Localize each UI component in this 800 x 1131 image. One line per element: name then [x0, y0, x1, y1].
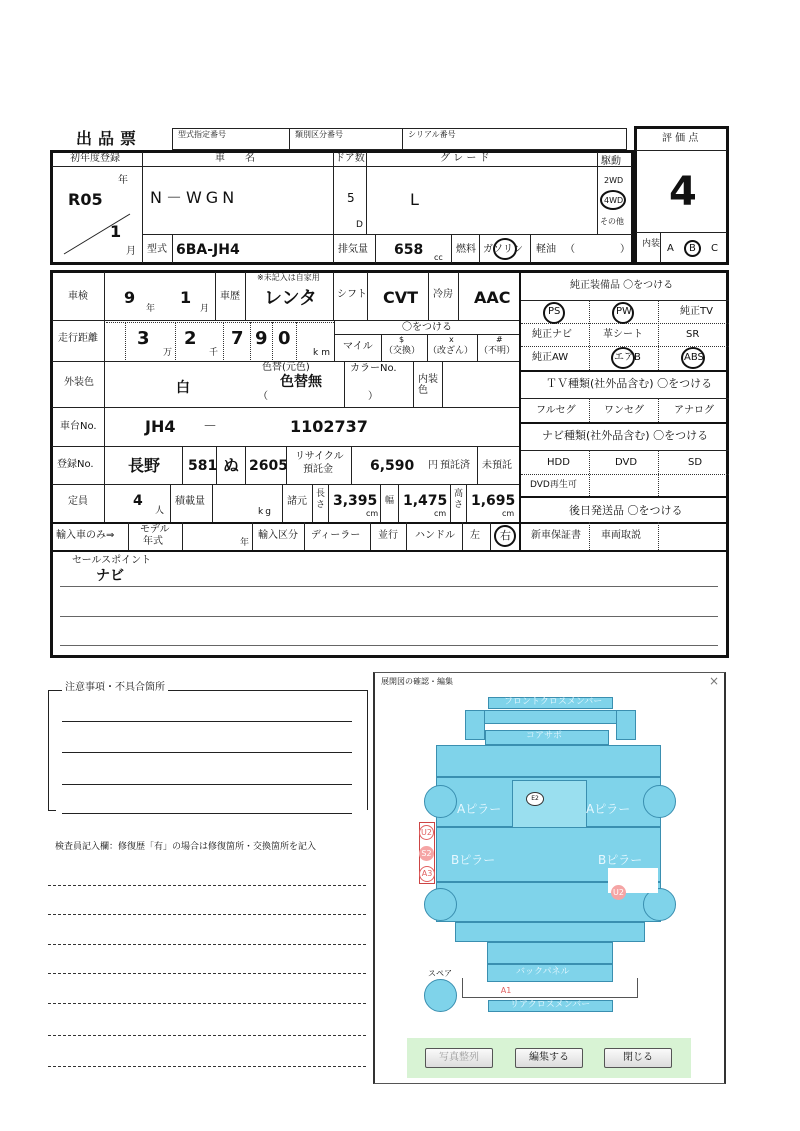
genuine-title: 純正装備品 〇をつける: [570, 280, 674, 291]
opt-genuine-tv: 純正TV: [680, 306, 713, 317]
damage-mark-u2-right[interactable]: U2: [611, 885, 626, 900]
tv-title: ＴＶ種類(社外品含む) 〇をつける: [546, 377, 713, 390]
drive-other: その他: [600, 217, 624, 226]
shaken-year: 9: [124, 288, 136, 307]
unknown-symbol: #: [496, 335, 503, 344]
drive-4wd-circle: [600, 190, 626, 210]
front-right-tire: [643, 785, 676, 818]
front-bumper-area: [465, 710, 635, 724]
fuel-light: 軽油: [536, 244, 556, 255]
shaken-month: 1: [180, 288, 192, 307]
recycle-label-1: リサイクル: [295, 451, 344, 462]
handle-label: ハンドル: [415, 530, 455, 541]
altered-symbol: x: [449, 335, 454, 344]
opt-abs-circle: [681, 347, 705, 369]
damage-mark-u2-left[interactable]: U2: [419, 825, 434, 840]
displacement-unit: cc: [434, 253, 443, 262]
shaken-month-unit: 月: [200, 304, 210, 314]
load-unit: kg: [258, 507, 273, 517]
opt-ps: PS: [548, 306, 561, 317]
displacement-value: 658: [394, 242, 424, 258]
diagram-window-title: 展開図の確認・編集: [381, 677, 453, 686]
import-class-label: 輸入区分: [258, 530, 298, 541]
dvd-play: DVD再生可: [530, 480, 577, 490]
mileage-circle-note: 〇をつける: [402, 322, 452, 333]
fuel-gasoline: ガソリン: [483, 244, 523, 255]
exchange-label: （交換）: [384, 346, 421, 356]
door-value: 5: [347, 191, 355, 205]
exterior-color-label: 外装色: [64, 377, 94, 388]
reg-number: 2605: [249, 458, 288, 474]
back-panel-label: バックパネル: [516, 967, 570, 977]
repaint-value: 色替無: [280, 374, 322, 390]
mileage-digit-2: 2: [184, 328, 197, 349]
history-note: ※未記入は自家用: [257, 273, 320, 282]
form-title: 出品票: [76, 129, 143, 148]
fuel-paren-open: （: [565, 244, 575, 255]
b-pillar-left-label: Bピラー: [451, 853, 496, 867]
score-value: 4: [669, 169, 697, 215]
first-reg-year-unit: 年: [118, 175, 128, 186]
import-label: 輸入車のみ⇒: [56, 530, 115, 541]
length-label: 長さ: [316, 489, 326, 510]
opt-pw: PW: [616, 306, 632, 317]
height-label: 高さ: [454, 489, 464, 510]
close-button[interactable]: 閉じる: [604, 1048, 672, 1068]
mileage-digit-1: 3: [137, 328, 150, 349]
diagram-close-icon[interactable]: ×: [709, 674, 720, 688]
width-unit: cm: [434, 509, 447, 518]
interior-grade-label: 内装: [642, 239, 661, 249]
interior-grade-a: A: [667, 243, 674, 254]
vin-label: 車台No.: [60, 421, 97, 432]
shaken-year-unit: 年: [146, 304, 156, 314]
header-number-strip: [172, 128, 627, 150]
damage-mark-a1-rear[interactable]: A1: [500, 986, 512, 995]
a-pillar-right-label: Aピラー: [586, 802, 631, 816]
recycle-paid: 預託済: [440, 460, 470, 471]
mileage-label: 走行距離: [58, 333, 98, 344]
drive-4wd: 4WD: [604, 196, 624, 205]
fuel-label: 燃料: [456, 244, 476, 255]
opt-ps-circle: [543, 302, 565, 324]
rear-left-tire: [424, 888, 457, 921]
repaint-paren: （ ）: [258, 391, 378, 402]
handle-right: 右: [500, 529, 511, 542]
model-year-unit: 年: [240, 538, 250, 548]
damage-mark-s2-left[interactable]: S2: [419, 846, 434, 861]
reg-kana: ぬ: [223, 456, 240, 475]
width-value: 1,475: [403, 493, 448, 509]
displacement-label: 排気量: [338, 244, 368, 255]
capacity-unit: 人: [155, 506, 165, 516]
first-reg-slash: [62, 212, 132, 256]
recycle-label-2: 預託金: [303, 464, 333, 475]
later-warranty: 新車保証書: [531, 530, 581, 541]
rear-floor: [487, 942, 613, 964]
ruibetsu-label: 類別区分番号: [295, 130, 343, 139]
opt-leather: 革シート: [603, 329, 643, 340]
caution-label: 注意事項・不具合箇所: [62, 683, 168, 693]
model-label: 型式: [147, 244, 167, 255]
a-pillar-left-label: Aピラー: [457, 802, 502, 816]
photo-arrange-button[interactable]: 写真整列: [425, 1048, 493, 1068]
door-unit: D: [356, 220, 363, 230]
first-reg-year: R05: [68, 190, 103, 209]
interior-grade-b: B: [689, 243, 696, 254]
rear-quarter-band: [455, 922, 645, 942]
height-unit: cm: [502, 509, 515, 518]
navi-title: ナビ種類(社外品含む) 〇をつける: [542, 429, 709, 442]
mileage-digit-4: 9: [255, 328, 268, 349]
altered-label: （改ざん）: [428, 346, 474, 356]
shift-label: シフト: [337, 289, 367, 300]
opt-airbag: エアB: [614, 352, 641, 363]
import-parallel: 並行: [378, 530, 398, 541]
drive-2wd: 2WD: [604, 176, 624, 185]
handle-right-circle: [494, 525, 516, 547]
fuel-paren-close: ）: [620, 244, 630, 255]
spare-tire: [424, 979, 457, 1012]
sales-point-value: ナビ: [96, 568, 124, 584]
b-pillar-right-label: Bピラー: [598, 853, 643, 867]
rear-cross-label: リアクロスメンバー: [510, 1000, 591, 1010]
rear-bumper-outline: [462, 978, 638, 998]
mileage-sen-unit: 千: [209, 348, 219, 358]
reg-class: 581: [188, 458, 218, 474]
shift-value: CVT: [383, 288, 419, 307]
length-unit: cm: [366, 509, 379, 518]
recycle-unpaid: 未預託: [482, 460, 512, 471]
car-name-value: N－WGN: [150, 188, 239, 207]
recycle-value: 6,590: [370, 458, 415, 474]
mileage-digit-3: 7: [231, 328, 244, 349]
history-label: 車歴: [220, 291, 240, 302]
tv-oneseg: ワンセグ: [604, 405, 644, 416]
vin-prefix: JH4: [145, 417, 176, 436]
front-right-corner: [616, 710, 636, 740]
core-support-label: コアサポ: [526, 731, 563, 741]
tv-fullseg: フルセグ: [536, 405, 576, 416]
door-label: ドア数: [335, 153, 365, 164]
opt-pw-circle: [612, 302, 634, 324]
color-no-label: カラーNo.: [350, 363, 397, 374]
inspector-label: 検査員記入欄：修復歴「有」の場合は修復箇所・交換箇所を記入: [55, 842, 317, 852]
exterior-color-value: 白: [176, 380, 190, 396]
reg-area: 長野: [128, 456, 161, 475]
caution-frame-left: [48, 690, 366, 805]
serial-label: シリアル番号: [408, 130, 456, 139]
damage-mark-a3-left[interactable]: A3: [419, 866, 435, 882]
katashiki-label: 型式指定番号: [178, 130, 226, 139]
opt-sr: SR: [686, 329, 700, 340]
repaint-label: 色替(元色): [262, 362, 310, 373]
exchange-symbol: $: [399, 335, 405, 344]
interior-grade-c: C: [711, 243, 718, 254]
edit-button[interactable]: 編集する: [515, 1048, 583, 1068]
opt-genuine-navi: 純正ナビ: [532, 329, 572, 340]
fuel-gasoline-circle: [493, 238, 517, 260]
mile-label: マイル: [343, 341, 373, 352]
later-manual: 車両取説: [601, 530, 641, 541]
load-label: 積載量: [175, 496, 205, 507]
first-reg-month: 1: [110, 222, 122, 241]
reg-label: 登録No.: [57, 459, 94, 470]
vin-number: 1102737: [290, 417, 368, 436]
car-name-label: 車 名: [215, 153, 255, 164]
navi-sd: SD: [688, 457, 703, 468]
opt-abs: ABS: [684, 352, 704, 363]
ac-label: 冷房: [433, 289, 453, 300]
dims-label: 諸元: [287, 496, 307, 507]
opt-airbag-circle: [611, 347, 635, 369]
model-year-label-2: 年式: [143, 536, 163, 547]
model-year-label-1: モデル: [140, 524, 170, 535]
tv-analog: アナログ: [674, 405, 714, 416]
navi-dvd: DVD: [615, 457, 638, 468]
front-left-tire: [424, 785, 457, 818]
navi-hdd: HDD: [547, 457, 570, 468]
shaken-label: 車検: [68, 291, 88, 302]
front-left-corner: [465, 710, 485, 740]
interior-color-label: 内装色: [418, 374, 438, 396]
mileage-man-unit: 万: [163, 348, 173, 358]
mileage-km-unit: km: [313, 348, 333, 358]
capacity-label: 定員: [68, 496, 88, 507]
mileage-digit-5: 0: [278, 328, 291, 349]
grade-label: グ レ ー ド: [440, 153, 490, 164]
score-label: 評 価 点: [662, 133, 699, 144]
width-label: 幅: [385, 496, 395, 506]
height-value: 1,695: [471, 493, 516, 509]
drive-label: 駆動: [601, 156, 621, 167]
first-reg-month-unit: 月: [126, 246, 136, 257]
unknown-label: （不明）: [479, 346, 516, 356]
handle-left: 左: [470, 530, 480, 541]
model-value: 6BA-JH4: [176, 242, 240, 258]
front-body-upper: [436, 745, 661, 777]
damage-mark-roof[interactable]: E2: [526, 792, 544, 806]
interior-grade-circle: [684, 240, 701, 257]
later-title: 後日発送品 〇をつける: [569, 504, 683, 517]
ac-value: AAC: [474, 288, 511, 307]
recycle-unit: 円: [428, 460, 438, 471]
capacity-value: 4: [133, 493, 143, 509]
vin-dash: －: [203, 419, 217, 435]
length-value: 3,395: [333, 493, 378, 509]
history-value: レンタ: [264, 288, 317, 309]
opt-genuine-aw: 純正AW: [532, 352, 569, 363]
sales-point-label: セールスポイント: [72, 555, 152, 566]
spare-label: スペア: [428, 969, 452, 978]
import-dealer: ディーラー: [311, 530, 361, 541]
grade-value: L: [410, 190, 419, 209]
first-reg-label: 初年度登録: [70, 153, 120, 164]
front-cross-label: フロントクロスメンバー: [504, 697, 603, 707]
